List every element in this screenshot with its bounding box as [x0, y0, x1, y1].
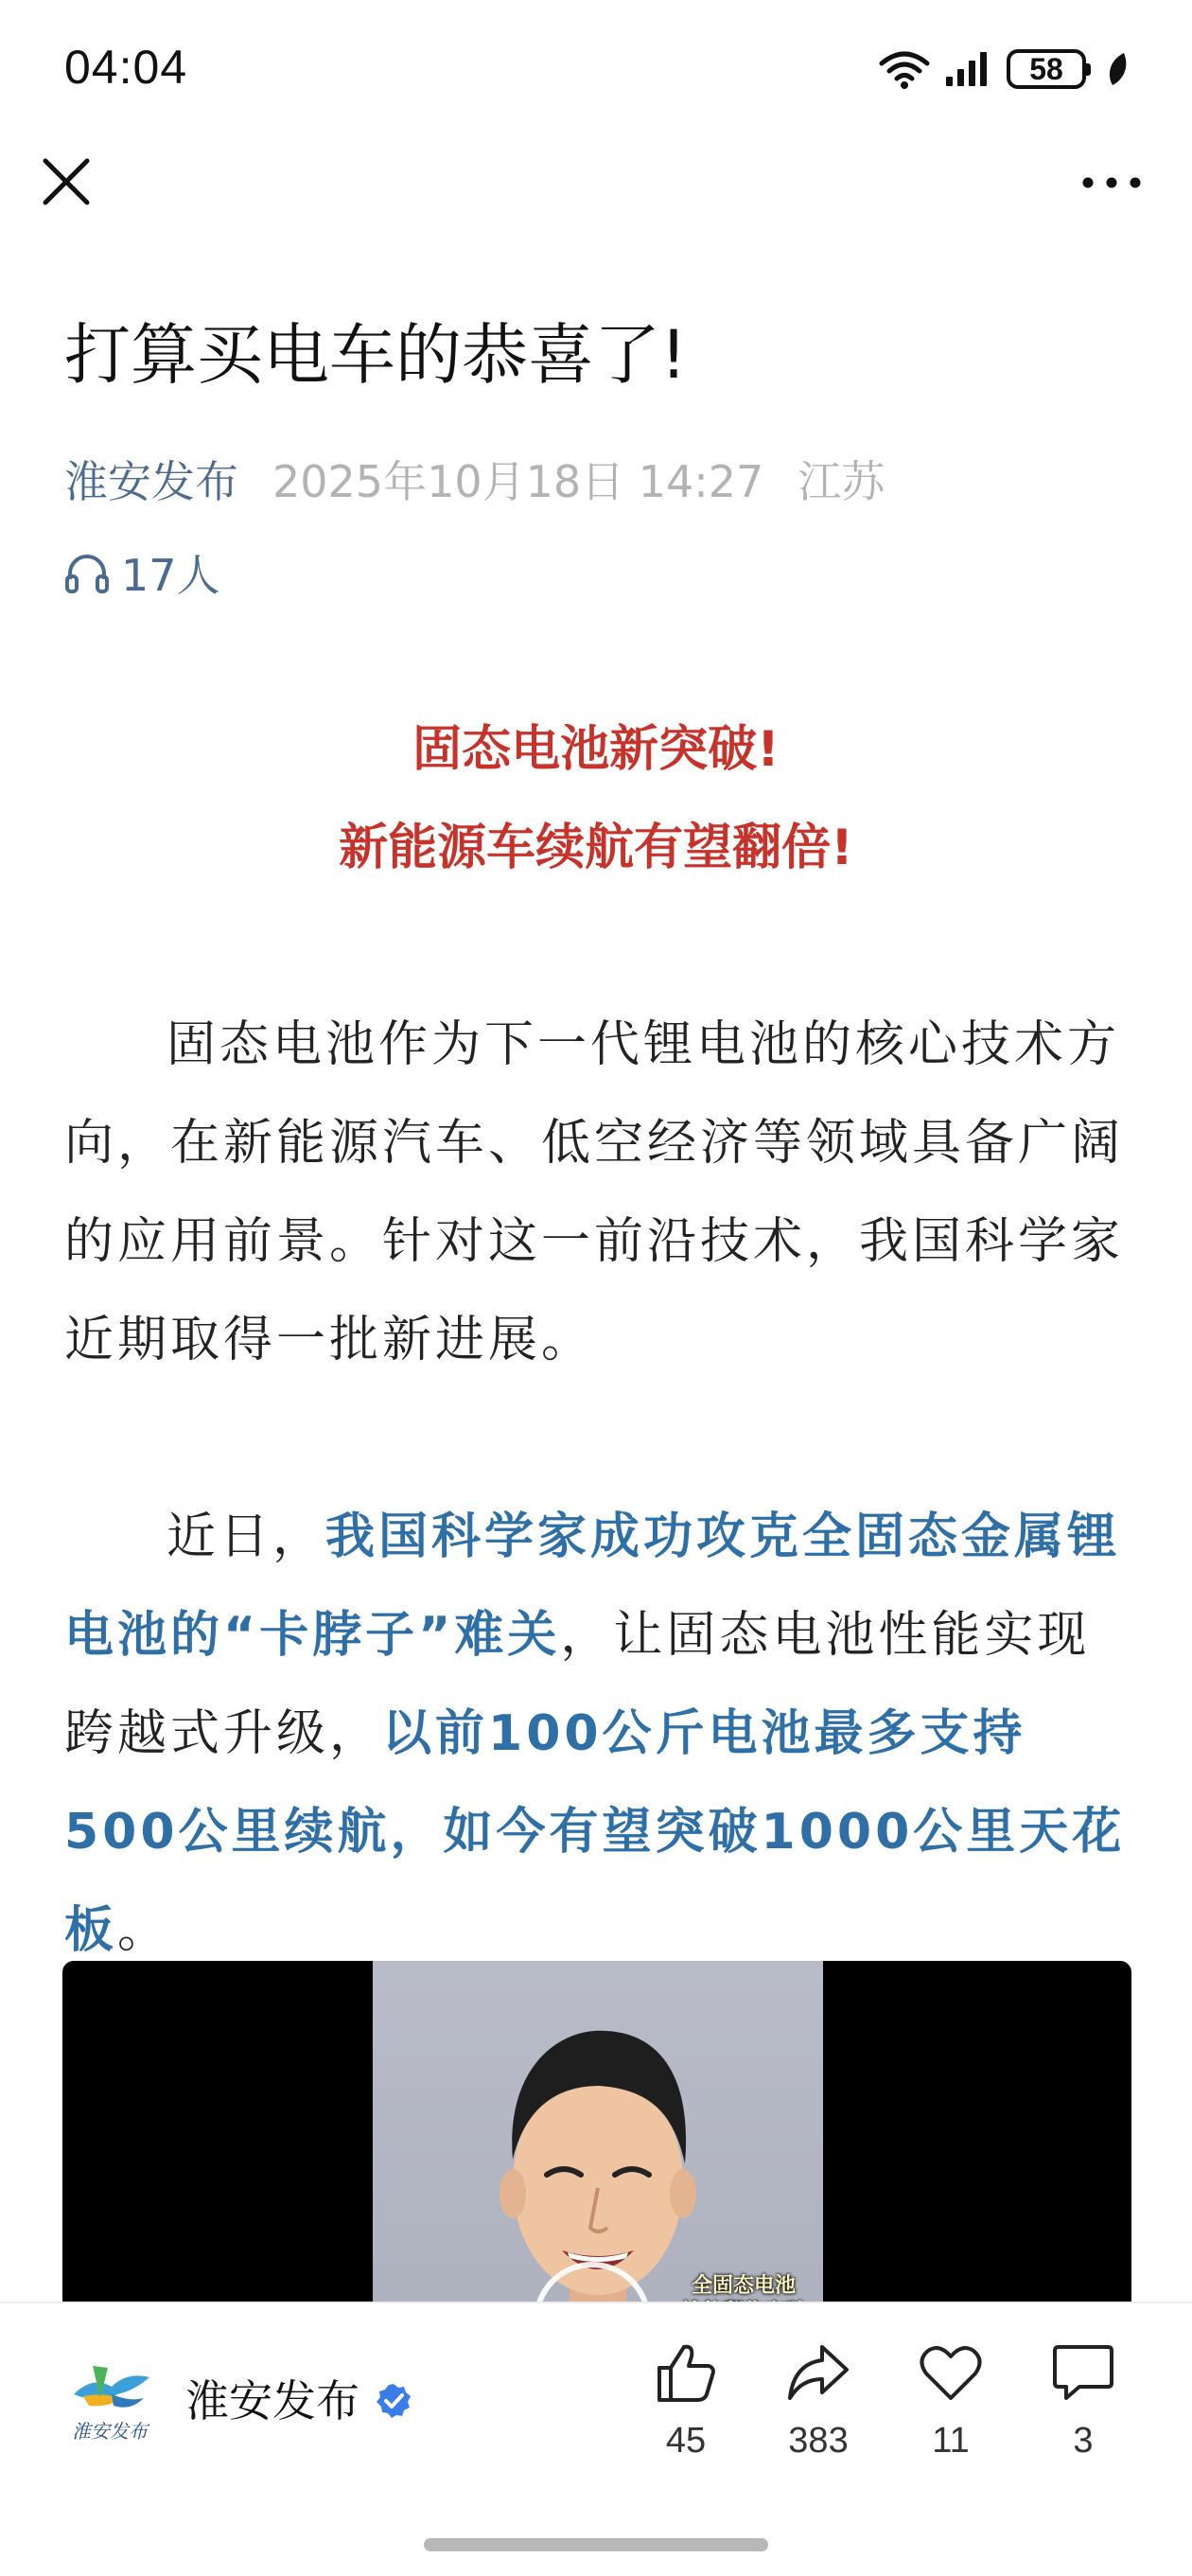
more-icon	[1078, 159, 1145, 206]
highlight-heading-2: 新能源车续航有望翻倍!	[339, 820, 853, 876]
signal-icon	[944, 50, 993, 88]
highlight-heading-1: 固态电池新突破!	[412, 721, 780, 778]
publish-date: 2025年10月18日 14:27	[272, 456, 764, 507]
listener-count: 17人	[121, 550, 220, 601]
account-name: 淮安发布	[185, 2375, 359, 2426]
status-icons	[878, 45, 1130, 93]
paragraph-2-end: 。	[117, 1902, 171, 1959]
comment-icon	[1051, 2341, 1115, 2404]
bottom-action-bar	[0, 2302, 1192, 2576]
listen-button[interactable]	[64, 539, 220, 606]
paragraph-2-lead: 近日，	[167, 1509, 326, 1565]
favorite-button[interactable]	[906, 2341, 995, 2461]
engagement-actions	[641, 2341, 1128, 2461]
share-count: 383	[788, 2421, 849, 2461]
leaf-icon	[1105, 51, 1130, 87]
like-count: 45	[665, 2421, 707, 2461]
battery-indicator: 58	[1007, 49, 1086, 89]
paragraph-2-emphasis-1: 我国科学家成功攻克全固态金属锂电池的“卡脖子”难关	[64, 1509, 1121, 1664]
paragraph-2-middle: ，让固态电池性能实现跨越式升级，	[64, 1607, 1091, 1762]
heart-icon	[919, 2341, 983, 2404]
article-title: 打算买电车的恭喜了!	[64, 316, 688, 394]
headphones-icon	[64, 551, 110, 594]
publish-region: 江苏	[798, 456, 885, 507]
account-logo[interactable]	[64, 2356, 155, 2447]
share-icon	[786, 2341, 850, 2404]
comment-count: 3	[1073, 2421, 1094, 2461]
more-options-button[interactable]	[1078, 159, 1145, 206]
home-indicator[interactable]	[424, 2538, 768, 2551]
author-link[interactable]: 淮安发布	[64, 456, 238, 507]
verified-badge-icon	[375, 2382, 412, 2420]
article-meta	[64, 449, 885, 515]
video-caption-line-1: 全固态电池	[691, 2274, 796, 2298]
status-bar	[0, 0, 1192, 142]
close-icon	[36, 151, 96, 212]
paragraph-2-emphasis-2: 以前100公斤电池最多支持500公里续航，如今有望突破1000公里天花板	[64, 1705, 1126, 1959]
favorite-count: 11	[932, 2421, 970, 2461]
article-paragraph-1: 固态电池作为下一代锂电池的核心技术方向，在新能源汽车、低空经济等领域具备广阔的应用前景。针对这一前沿技术，我国科学家近期取得一批新进展。	[64, 1016, 1125, 1368]
status-time: 04:04	[64, 41, 188, 94]
share-button[interactable]	[774, 2341, 863, 2461]
like-button[interactable]	[641, 2341, 730, 2461]
account-name-row[interactable]	[185, 2368, 412, 2434]
account-logo-text: 淮安发布	[72, 2420, 148, 2443]
thumbs-up-icon	[654, 2341, 718, 2404]
article-paragraph-2	[64, 1488, 1128, 1980]
comment-button[interactable]	[1039, 2341, 1128, 2461]
close-button[interactable]	[36, 151, 96, 212]
wifi-icon	[878, 48, 931, 90]
